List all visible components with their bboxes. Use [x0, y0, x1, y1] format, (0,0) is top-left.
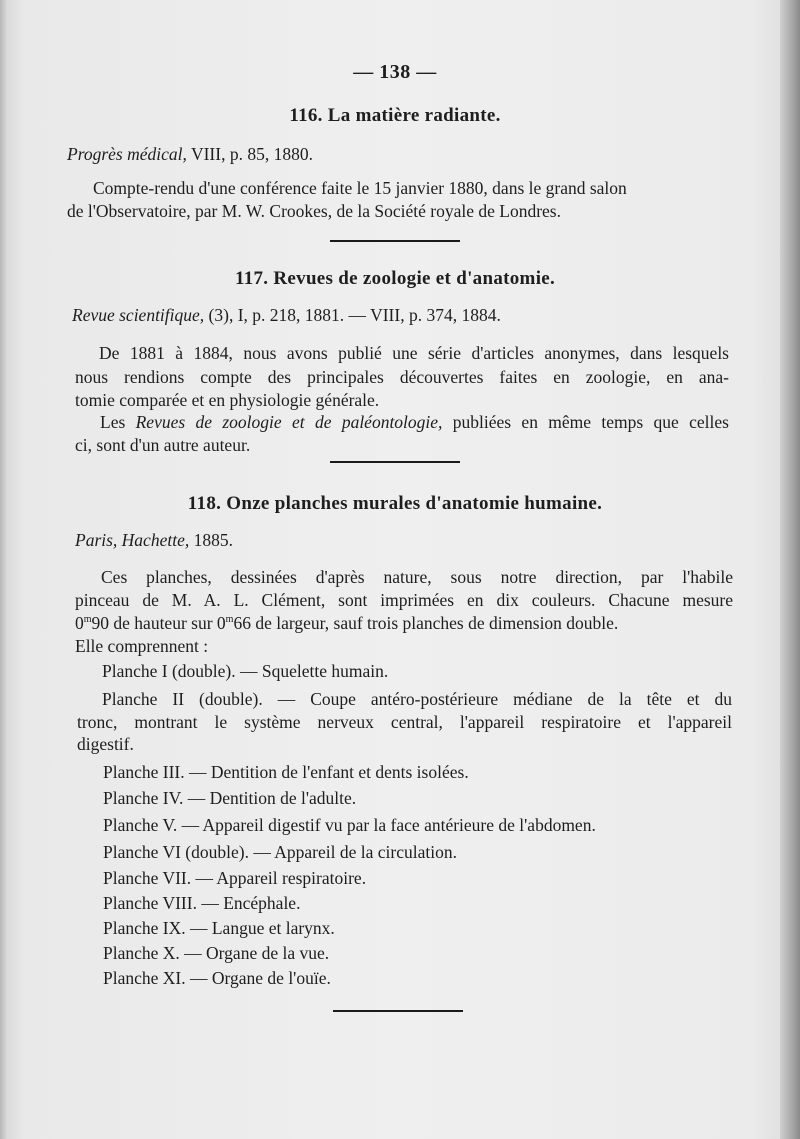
plate-line: Planche VIII. — Encéphale. — [103, 893, 301, 913]
section-116-citation — [67, 143, 313, 165]
citation-details: (3), I, p. 218, 1881. — VIII, p. 374, 1884. — [204, 305, 501, 325]
section-117-body-line-1: De 1881 à 1884, nous avons publié une série d'articles anonymes, dans lesquels — [99, 343, 729, 363]
plate-line: tronc, montrant le système nerveux central, l'appareil respiratoire et l'appareil — [77, 712, 732, 732]
section-118-body-line-4: Elle comprennent : — [75, 636, 209, 656]
para2-journal-title: Revues de zoologie et de paléontologie, — [135, 412, 443, 432]
section-divider — [330, 240, 460, 242]
section-118-body-line-1: Ces planches, dessinées d'après nature, sous notre direction, par l'habile — [101, 567, 733, 587]
section-divider — [330, 461, 460, 463]
plate-line: digestif. — [77, 734, 134, 754]
section-118-body-line-2: pinceau de M. A. L. Clément, sont imprimées en dix couleurs. Chacune mesure — [75, 590, 733, 610]
section-117-body-line-3: tomie comparée et en physiologie générale. — [75, 390, 380, 410]
section-116-body-line-2: de l'Observatoire, par M. W. Crookes, de la Société royale de Londres. — [67, 201, 561, 221]
dimension-width-rest: 66 de largeur, sauf trois planches de dimension double. — [233, 613, 619, 633]
page-number: — 138 — — [353, 61, 437, 83]
citation-publisher: Paris, Hachette, — [75, 530, 190, 550]
dimension-height-rest: 90 de hauteur sur 0 — [91, 613, 226, 633]
plate-line: Planche III. — Dentition de l'enfant et dents isolées. — [103, 762, 469, 782]
section-116-body-line-1: Compte-rendu d'une conférence faite le 15 janvier 1880, dans le grand salon — [93, 178, 627, 198]
plate-line: Planche X. — Organe de la vue. — [103, 943, 330, 963]
meter-superscript: m — [83, 614, 92, 626]
plate-line: Planche IX. — Langue et larynx. — [103, 918, 335, 938]
plate-line: Planche II (double). — Coupe antéro-postérieure médiane de la tête et du — [102, 689, 732, 709]
citation-journal: Revue scientifique, — [72, 305, 205, 325]
page-right-edge-shadow — [780, 0, 800, 1139]
plate-line: Planche VII. — Appareil respiratoire. — [103, 868, 367, 888]
plate-line: Planche IV. — Dentition de l'adulte. — [103, 788, 357, 808]
section-divider — [333, 1010, 463, 1012]
plate-line: Planche V. — Appareil digestif vu par la face antérieure de l'abdomen. — [103, 815, 596, 835]
plate-line: Planche I (double). — Squelette humain. — [102, 661, 389, 681]
page-left-edge-shadow — [0, 0, 8, 1139]
plate-line: Planche VI (double). — Appareil de la circulation. — [103, 842, 457, 862]
section-118-heading: 118. Onze planches murales d'anatomie humaine. — [187, 493, 603, 514]
para2-prefix: Les — [100, 412, 136, 432]
section-117-body-line-2: nous rendions compte des principales découvertes faites en zoologie, en ana- — [75, 367, 729, 387]
meter-superscript: m — [225, 614, 234, 626]
section-116-heading: 116. La matière radiante. — [289, 105, 501, 126]
section-117-para2-line-2: ci, sont d'un autre auteur. — [75, 435, 251, 455]
section-117-heading: 117. Revues de zoologie et d'anatomie. — [234, 268, 556, 289]
citation-details: 1885. — [189, 530, 233, 550]
section-117-para2-line-1 — [100, 411, 729, 433]
section-117-citation — [72, 304, 501, 326]
dimension-height-int: 0 — [75, 613, 84, 633]
section-118-citation — [75, 529, 233, 551]
citation-journal: Progrès médical, — [67, 144, 187, 164]
plate-line: Planche XI. — Organe de l'ouïe. — [103, 968, 331, 988]
section-118-dimensions-line — [75, 612, 618, 634]
para2-suffix: publiées en même temps que celles — [442, 412, 729, 432]
citation-details: VIII, p. 85, 1880. — [186, 144, 313, 164]
